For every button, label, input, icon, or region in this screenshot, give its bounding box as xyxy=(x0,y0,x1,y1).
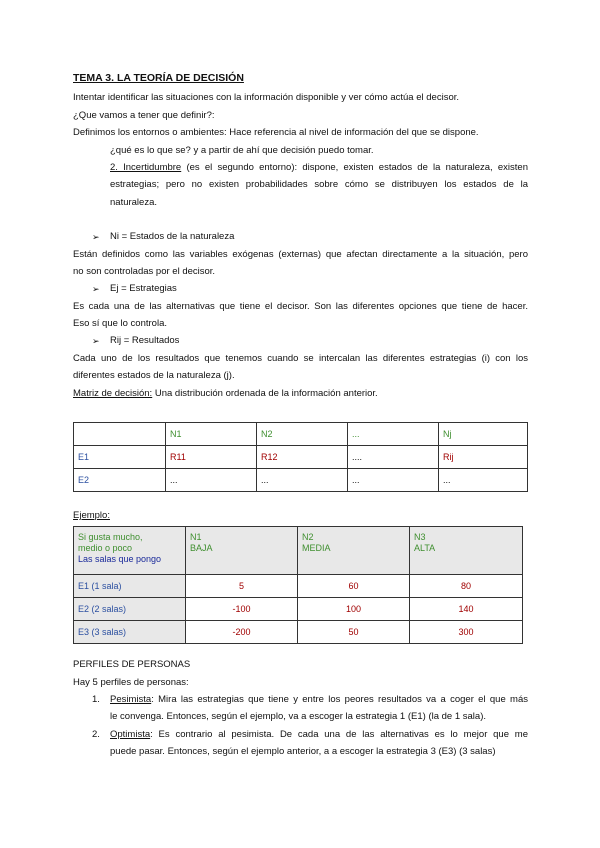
ej-text-2: Eso sí que lo controla. xyxy=(73,318,167,329)
intro-paragraph: Intentar identificar las situaciones con la información disponible y ver cómo actúa el decisor. xyxy=(73,92,460,103)
table-cell: E3 (3 salas) xyxy=(74,621,186,644)
ej-text-1: Es cada una de las alternativas que tiene el decisor. Son las diferentes opciones que tiene de hacer. xyxy=(73,301,528,312)
arrow-bullet-icon: ➢ xyxy=(92,232,100,242)
arrow-bullet-icon: ➢ xyxy=(92,336,100,346)
list-text: : Es contrario al pesimista. De cada una de las alternativas es lo mejor que me xyxy=(150,729,528,740)
arrow-bullet-icon: ➢ xyxy=(92,284,100,294)
table-cell: ... xyxy=(348,423,439,446)
bullet-ej: Ej = Estrategias xyxy=(110,283,177,294)
table-cell: E2 xyxy=(74,469,166,492)
incertidumbre-line-2: estrategias; pero no existen probabilidades sobre cómo se distribuyen los estados de la xyxy=(110,179,528,190)
table-cell: 300 xyxy=(410,621,523,644)
decision-matrix-table xyxy=(73,422,528,492)
list-text: : Mira las estrategias que tiene y entre los peores resultados va a coger el que más xyxy=(151,694,528,705)
table-cell: E2 (2 salas) xyxy=(74,598,186,621)
ni-text-1: Están definidos como las variables exógenas (externas) que afectan directamente a la situación, pero xyxy=(73,249,528,260)
list-number: 2. xyxy=(92,729,100,740)
question-line: ¿Que vamos a tener que definir?: xyxy=(73,110,215,121)
col-label: BAJA xyxy=(190,543,213,553)
col-n: N1 xyxy=(190,532,202,542)
hay5-line: Hay 5 perfiles de personas: xyxy=(73,677,189,688)
perfiles-heading: PERFILES DE PERSONAS xyxy=(73,659,191,670)
table-cell: -200 xyxy=(186,621,298,644)
incertidumbre-term: 2. Incertidumbre xyxy=(110,162,182,173)
table-cell: ... xyxy=(348,469,439,492)
ejemplo-heading: Ejemplo: xyxy=(73,510,110,521)
table-row xyxy=(74,469,528,492)
table-cell: ... xyxy=(166,469,257,492)
table-cell: 60 xyxy=(298,575,410,598)
rij-text-1: Cada uno de los resultados que tenemos cuando se intercalan las diferentes estrategias (i) con los xyxy=(73,353,528,364)
table-row xyxy=(74,598,523,621)
col-label: ALTA xyxy=(414,543,436,553)
incertidumbre-line-3: naturaleza. xyxy=(110,197,158,208)
list-item-1-line-2: le convenga. Entonces, según el ejemplo, va a escoger la estrategia 1 (E1) (la de 1 sala). xyxy=(110,711,486,722)
table-row xyxy=(74,527,523,575)
example-table xyxy=(73,526,523,644)
table-cell: Nj xyxy=(439,423,528,446)
table-cell: 80 xyxy=(410,575,523,598)
table-cell: N2 xyxy=(257,423,348,446)
table-cell: 5 xyxy=(186,575,298,598)
table-cell: 140 xyxy=(410,598,523,621)
table-row xyxy=(74,575,523,598)
que-se-line: ¿qué es lo que se? y a partir de ahí que decisión puedo tomar. xyxy=(110,145,374,156)
list-term: Optimista xyxy=(110,729,151,740)
list-item-2-line-2: puede pasar. Entonces, según el ejemplo anterior, a a escoger la estrategia 3 (E3) (3 salas) xyxy=(110,746,496,757)
table-header-cell xyxy=(298,527,410,575)
list-term: Pesimista xyxy=(110,694,152,705)
table-cell: ... xyxy=(439,469,528,492)
matriz-text: Una distribución ordenada de la información anterior. xyxy=(152,388,378,399)
matriz-term: Matriz de decisión: xyxy=(73,388,153,399)
corner-text-1: Si gusta mucho, xyxy=(78,532,143,542)
table-cell: ... xyxy=(257,469,348,492)
bullet-rij: Rij = Resultados xyxy=(110,335,180,346)
table-row xyxy=(74,446,528,469)
rij-text-2: diferentes estados de la naturaleza (j). xyxy=(73,370,235,381)
corner-text-2: medio o poco xyxy=(78,543,133,553)
corner-text-3: Las salas que pongo xyxy=(78,554,162,564)
table-cell: N1 xyxy=(166,423,257,446)
table-header-cell xyxy=(410,527,523,575)
table-row xyxy=(74,621,523,644)
list-item-1-line-1 xyxy=(110,694,528,706)
table-header-cell xyxy=(186,527,298,575)
table-cell xyxy=(74,423,166,446)
col-label: MEDIA xyxy=(302,543,331,553)
ni-text-2: no son controladas por el decisor. xyxy=(73,266,216,277)
table-cell: 100 xyxy=(298,598,410,621)
table-cell: E1 xyxy=(74,446,166,469)
table-corner-cell xyxy=(74,527,186,575)
col-n: N3 xyxy=(414,532,426,542)
list-item-2-line-1 xyxy=(110,729,528,741)
incertidumbre-text: (es el segundo entorno): dispone, existen estados de la naturaleza, existen xyxy=(186,162,528,173)
page-title: TEMA 3. LA TEORÍA DE DECISIÓN xyxy=(73,72,244,84)
table-row xyxy=(74,423,528,446)
list-number: 1. xyxy=(92,694,100,705)
incertidumbre-line-1 xyxy=(110,162,528,174)
matriz-line xyxy=(73,388,378,400)
col-n: N2 xyxy=(302,532,314,542)
table-cell: 50 xyxy=(298,621,410,644)
bullet-ni: Ni = Estados de la naturaleza xyxy=(110,231,235,242)
definimos-line: Definimos los entornos o ambientes: Hace referencia al nivel de información del que se dispone. xyxy=(73,127,479,138)
table-cell: R11 xyxy=(166,446,257,469)
table-cell: R12 xyxy=(257,446,348,469)
table-cell: .... xyxy=(348,446,439,469)
table-cell: -100 xyxy=(186,598,298,621)
table-cell: E1 (1 sala) xyxy=(74,575,186,598)
table-cell: Rij xyxy=(439,446,528,469)
